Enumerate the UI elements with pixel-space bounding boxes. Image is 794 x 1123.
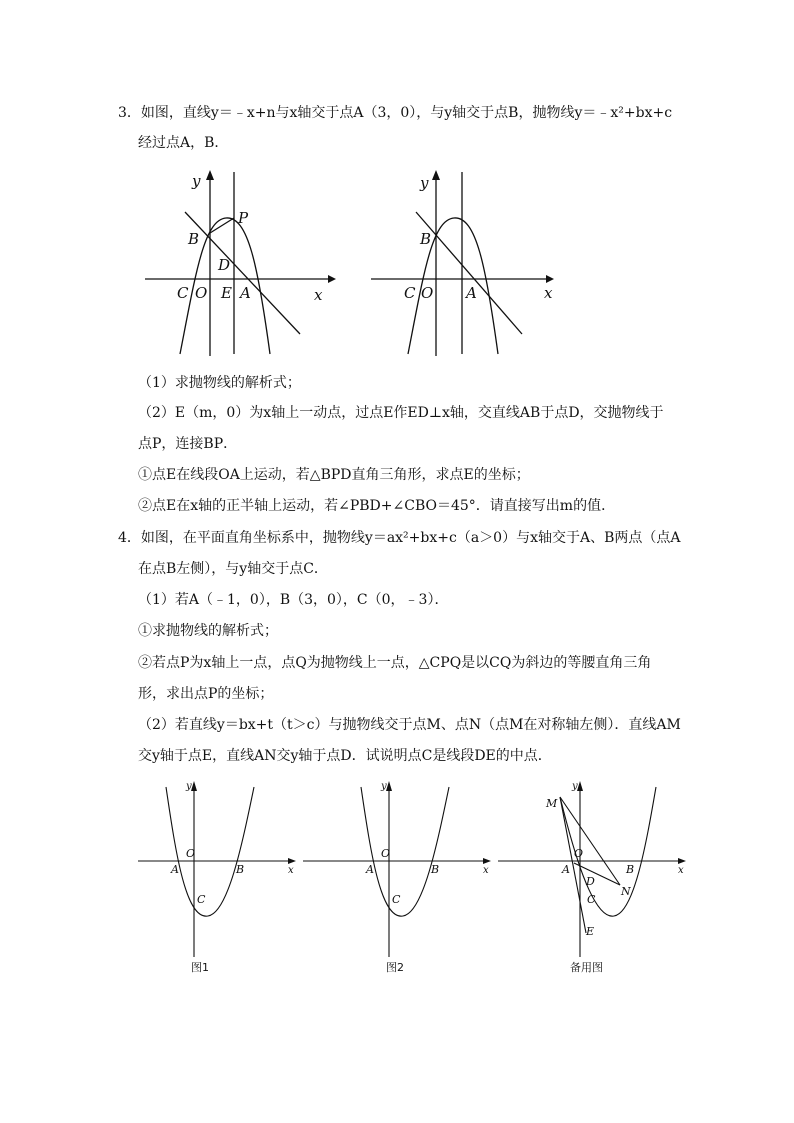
label-A: A — [171, 863, 179, 876]
q4-line-6: 形，求出点P的坐标； — [138, 686, 274, 702]
q4-line-7: （2）若直线y＝bx+t（t＞c）与抛物线交于点M、点N（点M在对称轴左侧）．直线AM — [138, 717, 681, 733]
label-y: y — [381, 781, 387, 792]
label-B: B — [420, 230, 432, 248]
y-axis-arrow — [432, 170, 440, 180]
y-axis-arrow — [386, 781, 392, 791]
label-P: P — [238, 209, 249, 227]
q4-figure-2 — [301, 775, 496, 975]
label-O: O — [574, 847, 584, 860]
q4-line-8: 交y轴于点E，直线AN交y轴于点D．试说明点C是线段DE的中点． — [138, 748, 552, 764]
label-N: N — [621, 885, 631, 898]
y-axis-arrow — [577, 781, 583, 791]
label-x: x — [314, 286, 323, 304]
label-O: O — [381, 847, 391, 860]
q3-part-2-1: ①点E在线段OA上运动，若△BPD直角三角形，求点E的坐标； — [138, 467, 530, 483]
label-E: E — [586, 925, 595, 938]
label-y: y — [420, 174, 429, 192]
q4-line-3: （1）若A（﹣1，0），B（3，0），C（0，﹣3）． — [138, 592, 449, 608]
label-D: D — [218, 256, 231, 274]
q4-figure-backup — [496, 775, 691, 975]
q4-line-2: 在点B左侧），与y轴交于点C． — [138, 561, 328, 577]
q4-line-1: 4．如图，在平面直角坐标系中，抛物线y＝ax²+bx+c（a＞0）与x轴交于A、B两点（点A — [118, 530, 681, 546]
label-y: y — [186, 781, 192, 792]
label-A: A — [240, 284, 251, 302]
label-E: E — [221, 284, 232, 302]
q3-part-2a: （2）E（m，0）为x轴上一动点，过点E作ED⊥x轴，交直线AB于点D，交抛物线于 — [138, 405, 664, 421]
y-axis-arrow — [206, 170, 214, 180]
label-B: B — [431, 863, 440, 876]
q4-figure-1 — [136, 775, 301, 975]
label-C: C — [587, 893, 596, 906]
x-axis-arrow — [328, 275, 336, 283]
label-C: C — [404, 284, 416, 302]
label-O: O — [195, 284, 208, 302]
q3-part-2-2: ②点E在x轴的正半轴上运动，若∠PBD+∠CBO＝45°．请直接写出m的值． — [138, 498, 616, 514]
caption-backup: 备用图 — [570, 961, 603, 974]
q3-line-2: 经过点A，B． — [138, 135, 229, 151]
label-O: O — [186, 847, 196, 860]
label-y: y — [572, 781, 578, 792]
label-A: A — [366, 863, 374, 876]
label-B: B — [626, 863, 635, 876]
label-A: A — [466, 284, 477, 302]
q4-line-5: ②若点P为x轴上一点，点Q为抛物线上一点，△CPQ是以CQ为斜边的等腰直角三角 — [138, 655, 652, 671]
label-M: M — [546, 797, 558, 810]
label-x: x — [544, 284, 553, 302]
q3-figure-right — [368, 166, 568, 358]
label-B: B — [236, 863, 245, 876]
caption-fig1: 图1 — [191, 961, 209, 974]
x-axis-arrow — [483, 858, 491, 864]
line-AB — [416, 212, 522, 334]
label-B: B — [188, 230, 200, 248]
label-x: x — [678, 865, 684, 876]
x-axis-arrow — [288, 858, 296, 864]
q4-line-4: ①求抛物线的解析式； — [138, 623, 278, 639]
label-D: D — [586, 875, 595, 888]
x-axis-arrow — [546, 275, 554, 283]
y-axis-arrow — [191, 781, 197, 791]
caption-fig2: 图2 — [386, 961, 404, 974]
label-C: C — [392, 893, 401, 906]
q3-part-1: （1）求抛物线的解析式； — [138, 375, 301, 391]
label-x: x — [288, 865, 294, 876]
label-C: C — [197, 893, 206, 906]
x-axis-arrow — [678, 858, 686, 864]
label-A: A — [562, 863, 570, 876]
q3-part-2b: 点P，连接BP． — [138, 436, 238, 452]
parabola — [166, 787, 254, 916]
q3-figure-left — [140, 166, 340, 358]
label-O: O — [421, 284, 434, 302]
label-y: y — [192, 172, 201, 190]
label-C: C — [177, 284, 189, 302]
q3-line-1: 3．如图，直线y＝﹣x+n与x轴交于点A（3，0），与y轴交于点B，抛物线y＝﹣x²+bx+c — [118, 105, 673, 121]
parabola — [361, 787, 449, 916]
label-x: x — [483, 865, 489, 876]
